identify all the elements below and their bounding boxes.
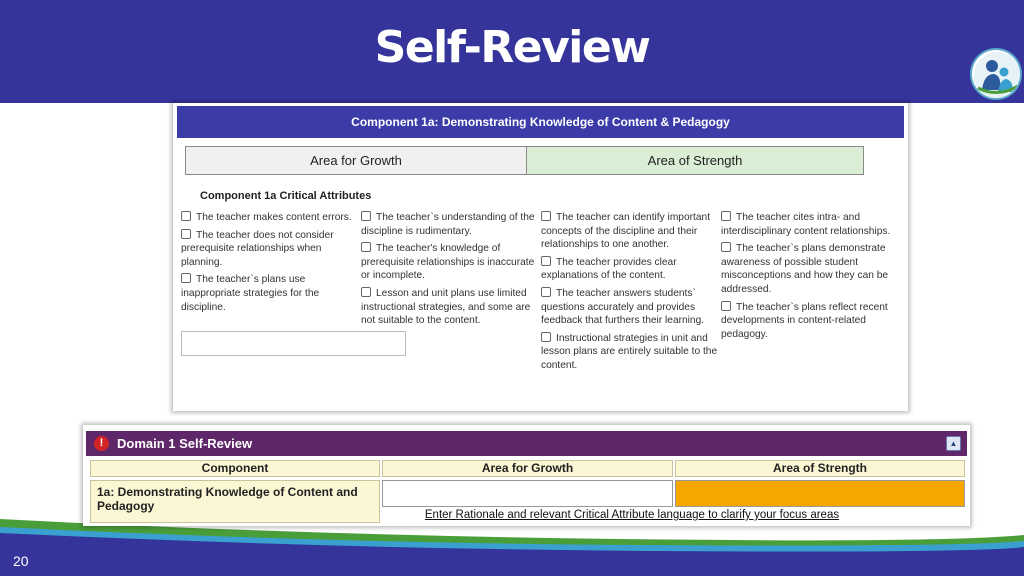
checkbox[interactable] (721, 301, 731, 311)
slide-title: Self-Review (374, 22, 650, 73)
column-header-strength: Area of Strength (675, 460, 965, 477)
attribute-label: The teacher`s plans demonstrate awareness of possible student misconceptions and how they can be addressed. (721, 243, 889, 295)
notes-input[interactable] (181, 331, 406, 356)
attribute-label: The teacher`s plans reflect recent developments in content-related pedagogy. (721, 301, 888, 340)
checkbox[interactable] (361, 287, 371, 297)
attribute-label: The teacher does not consider prerequisite relationships when planning. (181, 229, 334, 268)
checkbox[interactable] (541, 211, 551, 221)
attribute-item[interactable] (541, 211, 723, 252)
attribute-item[interactable] (361, 211, 543, 238)
attribute-item[interactable] (181, 229, 363, 270)
attribute-item[interactable] (181, 211, 363, 225)
area-of-strength-option[interactable]: Area of Strength (526, 146, 864, 175)
organization-logo (970, 48, 1022, 100)
checkbox[interactable] (181, 211, 191, 221)
attribute-item[interactable] (721, 242, 903, 296)
attribute-item[interactable] (541, 332, 723, 373)
attribute-label: Lesson and unit plans use limited instructional strategies, and some are not suitable to the content. (361, 287, 531, 327)
strength-cell-selected[interactable] (675, 480, 965, 507)
column-header-growth: Area for Growth (382, 460, 673, 477)
attribute-label: The teacher provides clear explanations of the content. (541, 256, 677, 282)
checkbox[interactable] (361, 242, 371, 252)
checkbox[interactable] (181, 273, 191, 283)
critical-attributes-title: Component 1a Critical Attributes (200, 190, 372, 202)
checkbox[interactable] (721, 211, 731, 221)
attribute-label: The teacher cites intra- and interdisciplinary content relationships. (721, 212, 891, 237)
checkbox[interactable] (361, 211, 371, 221)
attribute-label: The teacher's knowledge of prerequisite relationships is inaccurate or incomplete. (361, 243, 535, 282)
attributes-column-4 (721, 211, 903, 345)
attribute-item[interactable] (181, 273, 363, 314)
checkbox[interactable] (181, 229, 191, 239)
column-header-component: Component (90, 460, 380, 477)
attribute-label: The teacher can identify important concepts of the discipline and their relationships to one another. (541, 212, 711, 251)
domain-1-self-review-panel (83, 425, 970, 526)
checkbox[interactable] (541, 287, 551, 297)
attribute-item[interactable] (721, 301, 903, 342)
component-header: Component 1a: Demonstrating Knowledge of Content & Pedagogy (177, 106, 904, 138)
attribute-label: The teacher makes content errors. (196, 212, 352, 223)
collapse-icon[interactable]: ▲ (946, 436, 961, 451)
attribute-label: The teacher answers students` questions accurately and provides feedback that furthers their learning. (541, 287, 705, 327)
rationale-link[interactable]: Enter Rationale and relevant Critical Attribute language to clarify your focus areas (424, 509, 840, 521)
attributes-column-1 (181, 211, 363, 318)
attribute-item[interactable] (541, 256, 723, 283)
growth-cell[interactable] (382, 480, 673, 507)
domain-header (86, 431, 967, 456)
attributes-column-3 (541, 211, 723, 377)
attribute-label: The teacher`s plans use inappropriate strategies for the discipline. (181, 274, 320, 313)
alert-icon: ! (94, 436, 109, 451)
slide-header (0, 0, 1024, 103)
checkbox[interactable] (541, 332, 551, 342)
attribute-label: The teacher`s understanding of the discipline is rudimentary. (361, 212, 535, 237)
area-for-growth-option[interactable]: Area for Growth (185, 146, 527, 175)
attribute-label: Instructional strategies in unit and lesson plans are entirely suitable to the content. (541, 332, 718, 371)
attribute-item[interactable] (541, 287, 723, 328)
attributes-column-2 (361, 211, 543, 332)
domain-title: Domain 1 Self-Review (117, 436, 253, 451)
attribute-item[interactable] (721, 211, 903, 238)
attribute-item[interactable] (361, 287, 543, 328)
checkbox[interactable] (541, 256, 551, 266)
page-number: 20 (13, 553, 29, 569)
checkbox[interactable] (721, 242, 731, 252)
attribute-item[interactable] (361, 242, 543, 283)
component-name-cell: 1a: Demonstrating Knowledge of Content and Pedagogy (90, 480, 380, 523)
